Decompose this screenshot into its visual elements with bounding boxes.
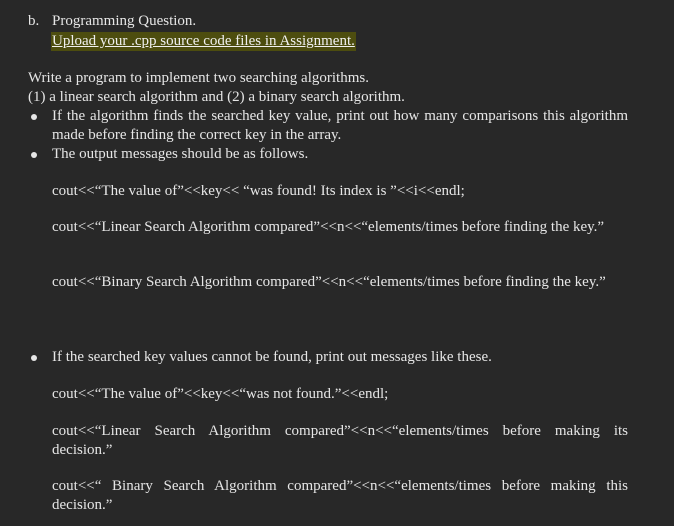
code-linear-found-message: cout<<“Linear Search Algorithm compared”<<n<<“elements/times before finding the key.” (52, 219, 605, 235)
intro-line-2: (1) a linear search algorithm and (2) a binary search algorithm. (28, 89, 405, 105)
upload-instruction-link[interactable]: Upload your .cpp source code files in Assignment. (52, 33, 355, 49)
bullet-dot (31, 152, 37, 158)
bullet-dot (31, 114, 37, 120)
code-linear-not-found-message: cout<<“Linear Search Algorithm compared”<<n<<“elements/times before making its decision.” (52, 423, 628, 458)
code-not-found-message: cout<<“The value of”<<key<<“was not found.”<<endl; (52, 386, 389, 402)
bullet-dot (31, 355, 37, 361)
section-title: Programming Question. (52, 13, 197, 29)
intro-line-1: Write a program to implement two searching algorithms. (28, 70, 369, 86)
code-found-message: cout<<“The value of”<<key<< “was found! Its index is ”<<i<<endl; (52, 183, 465, 199)
code-binary-not-found-message: cout<<“ Binary Search Algorithm compared”<<n<<“elements/times before making this decision.” (52, 478, 628, 513)
code-binary-found-message: cout<<“Binary Search Algorithm compared”<<n<<“elements/times before finding the key.” (52, 274, 606, 290)
bullet-found-description: If the algorithm finds the searched key value, print out how many comparisons this algorithm made before finding the correct key in the array. (52, 108, 628, 143)
bullet-output-format: The output messages should be as follows. (52, 146, 309, 162)
section-label: b. (28, 13, 40, 29)
bullet-not-found-description: If the searched key values cannot be found, print out messages like these. (52, 349, 492, 365)
